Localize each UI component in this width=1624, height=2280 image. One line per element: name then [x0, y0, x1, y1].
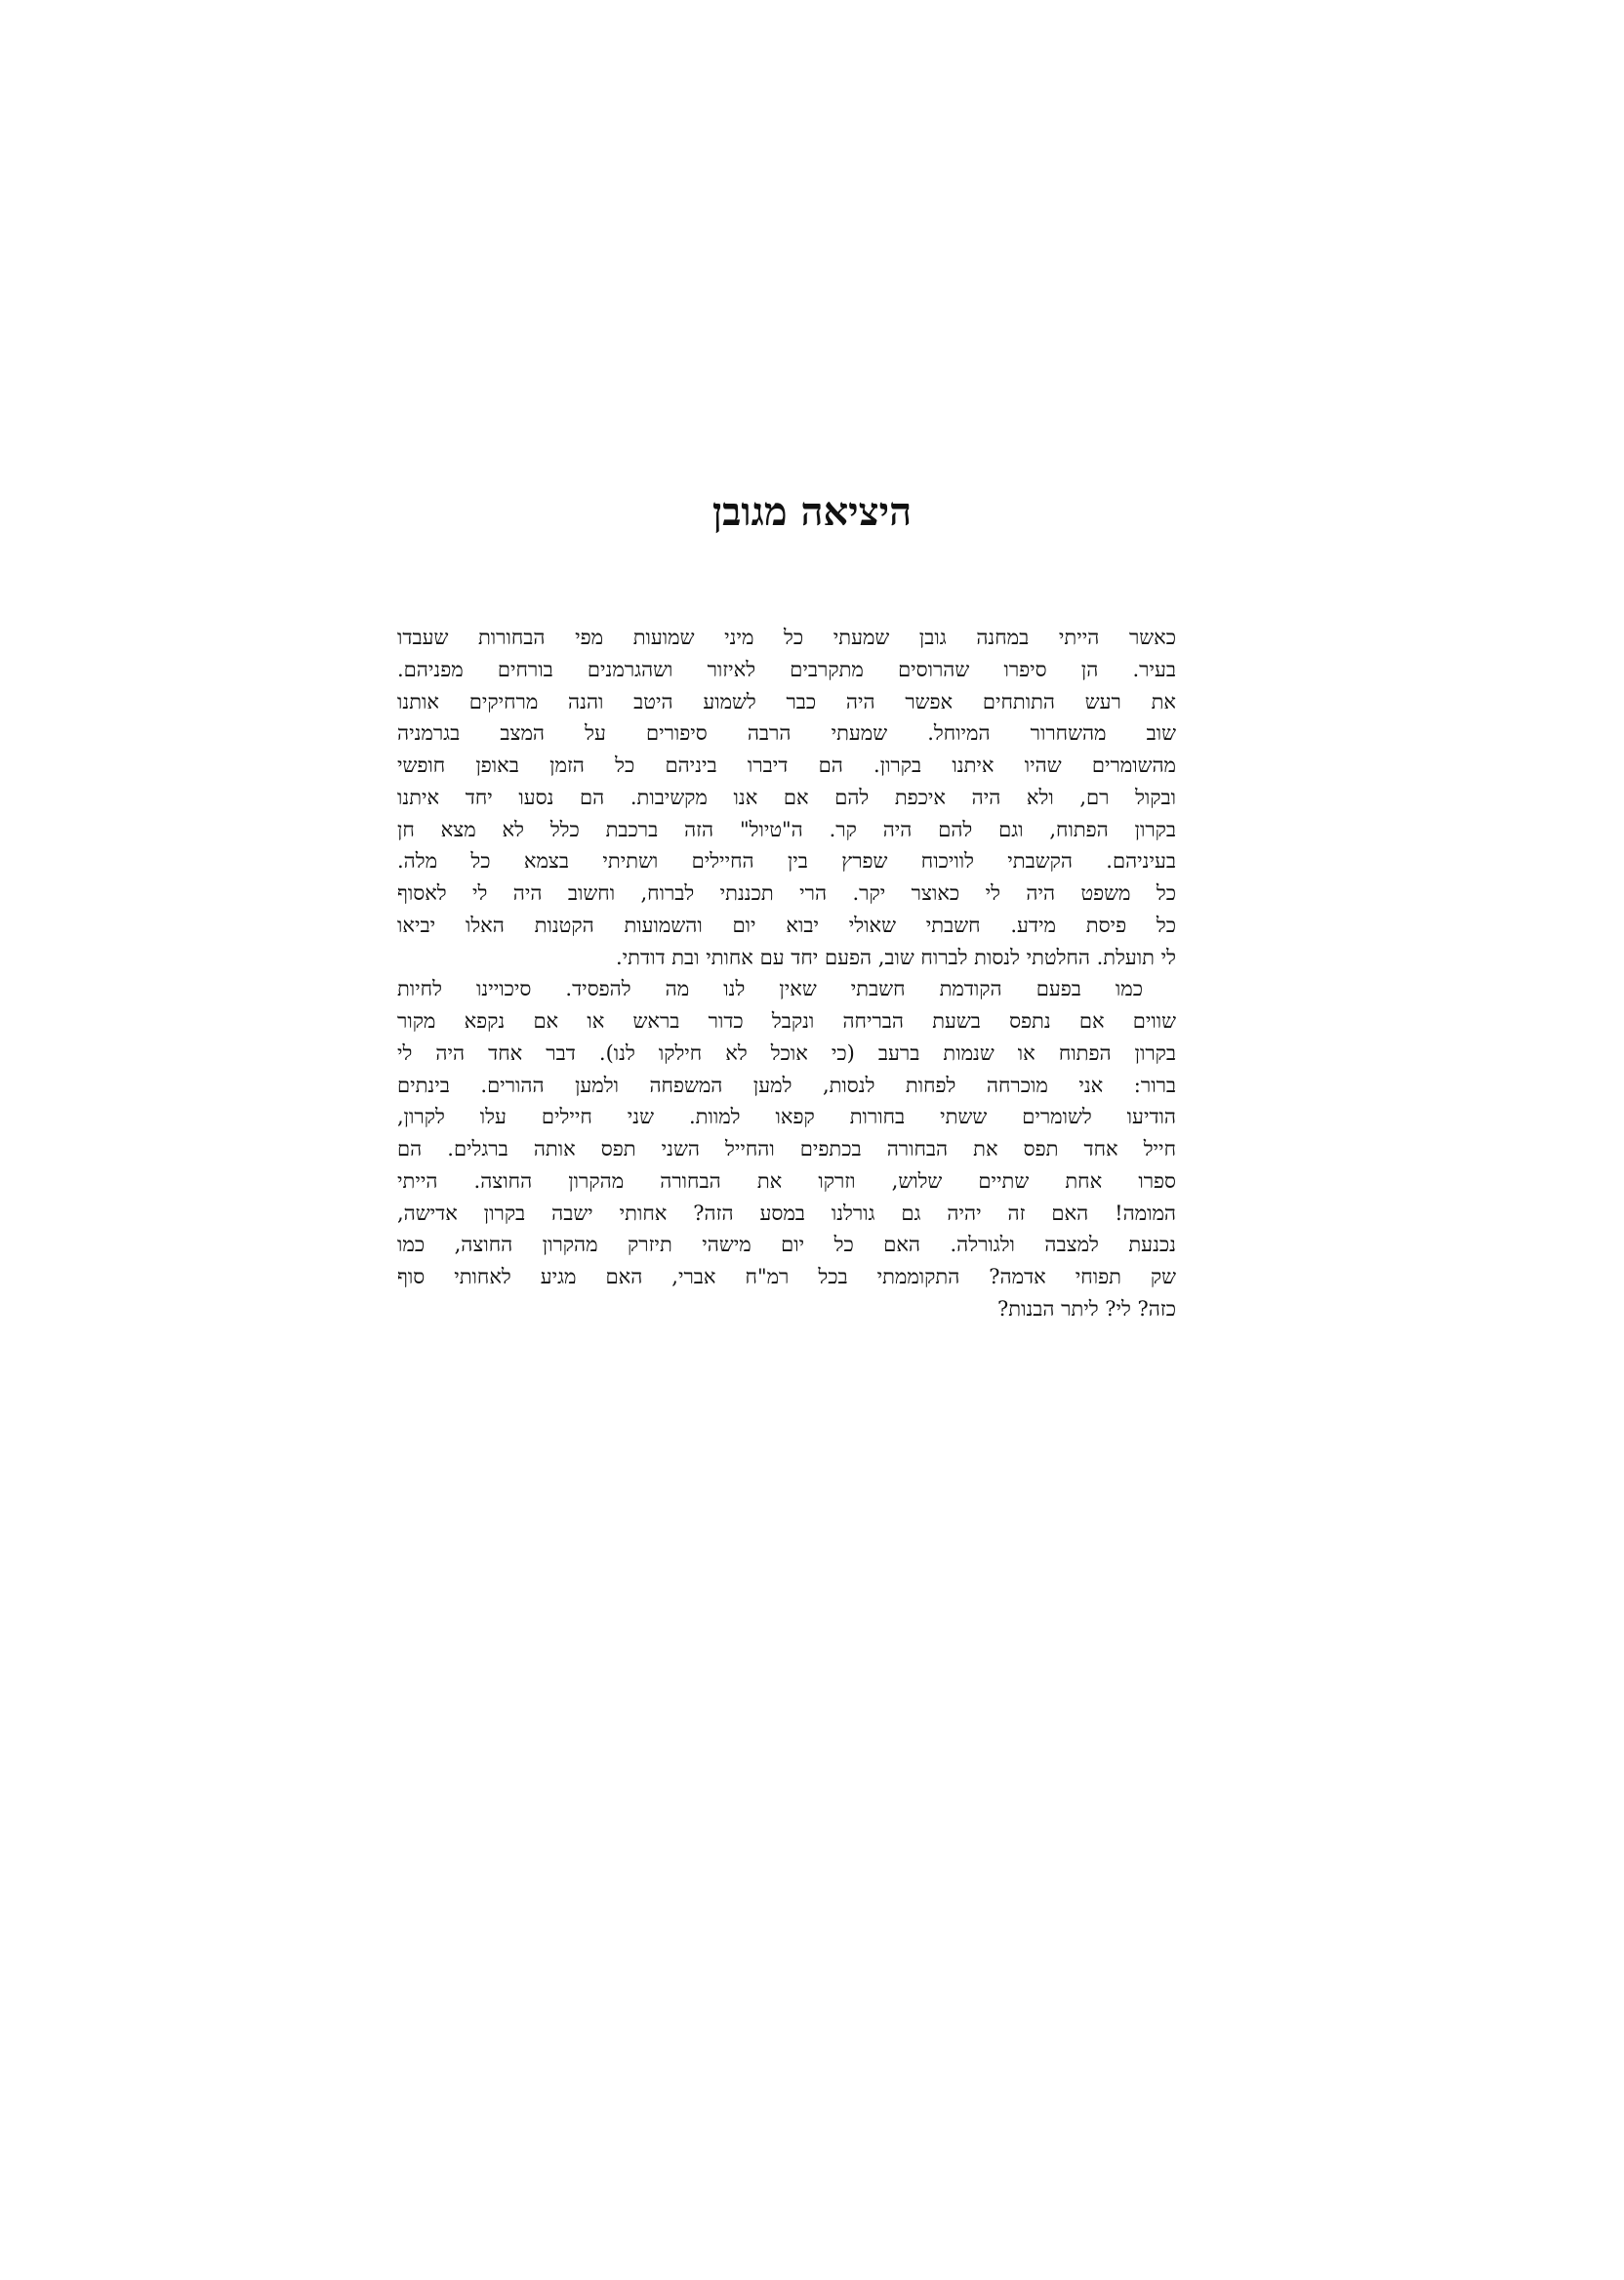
text-line: מהשומרים שהיו איתנו בקרון. הם דיברו ביניהם כל הזמן באופן חופשי: [397, 753, 1176, 777]
text-line: שק תפוחי אדמה? התקוממתי בכל רמ"ח אברי, האם מגיע לאחותי סוף: [397, 1265, 1176, 1288]
paragraph-last-line: לי תועלת. החלטתי לנסות לברוח שוב, הפעם יחד עם אחותי ובת דודתי.: [615, 945, 1176, 969]
paragraph-first-line: כמו בפעם הקודמת חשבתי שאין לנו מה להפסיד. סיכויינו לחיות: [397, 977, 1143, 1001]
text-line: המומה! האם זה יהיה גם גורלנו במסע הזה? אחותי ישבה בקרון אדישה,: [397, 1201, 1176, 1225]
chapter-title: היציאה מגובן: [711, 489, 913, 535]
paragraph-last-line: כזה? לי? ליתר הבנות?: [997, 1296, 1176, 1321]
text-line: ברור: אני מוכרחה לפחות לנסות, למען המשפחה ולמען ההורים. בינתים: [397, 1073, 1176, 1097]
text-line: הודיעו לשומרים ששתי בחורות קפאו למוות. שני חיילים עלו לקרון,: [397, 1105, 1176, 1129]
text-line: בקרון הפתוח או שנמות ברעב (כי אוכל לא חילקו לנו). דבר אחד היה לי: [397, 1040, 1176, 1065]
text-line: שוב מהשחרור המיוחל. שמעתי הרבה סיפורים על המצב בגרמניה: [397, 721, 1176, 746]
text-line: בקרון הפתוח, וגם להם היה קר. ה"טיול" הזה ברכבת כלל לא מצא חן: [397, 817, 1176, 841]
text-line: בעיניהם. הקשבתי לוויכוח שפרץ בין החיילים ושתיתי בצמא כל מלה.: [397, 849, 1176, 874]
text-line: שווים אם נתפס בשעת הבריחה ונקבל כדור בראש או אם נקפא מקור: [397, 1009, 1176, 1033]
text-line: כל פיסת מידע. חשבתי שאולי יבוא יום והשמועות הקטנות האלו יביאו: [397, 913, 1176, 937]
text-line: כל משפט היה לי כאוצר יקר. הרי תכננתי לברוח, וחשוב היה לי לאסוף: [397, 881, 1176, 905]
text-line: ובקול רם, ולא היה איכפת להם אם אנו מקשיבות. הם נסעו יחד איתנו: [397, 785, 1176, 809]
text-line: חייל אחד תפס את הבחורה בכתפים והחייל השני תפס אותה ברגלים. הם: [397, 1137, 1176, 1160]
body-text: [397, 622, 1176, 1325]
text-line: ספרו אחת שתיים שלוש, וזרקו את הבחורה מהקרון החוצה. הייתי: [397, 1168, 1176, 1193]
text-line: כאשר הייתי במחנה גובן שמעתי כל מיני שמועות מפי הבחורות שעבדו: [397, 626, 1176, 649]
text-line: בעיר. הן סיפרו שהרוסים מתקרבים לאיזור ושהגרמנים בורחים מפניהם.: [397, 657, 1176, 681]
text-line: את רעש התותחים אפשר היה כבר לשמוע היטב והנה מרחיקים אותנו: [397, 689, 1176, 713]
text-line: נכנעת למצבה ולגורלה. האם כל יום מישהי תיזרק מהקרון החוצה, כמו: [397, 1233, 1176, 1257]
